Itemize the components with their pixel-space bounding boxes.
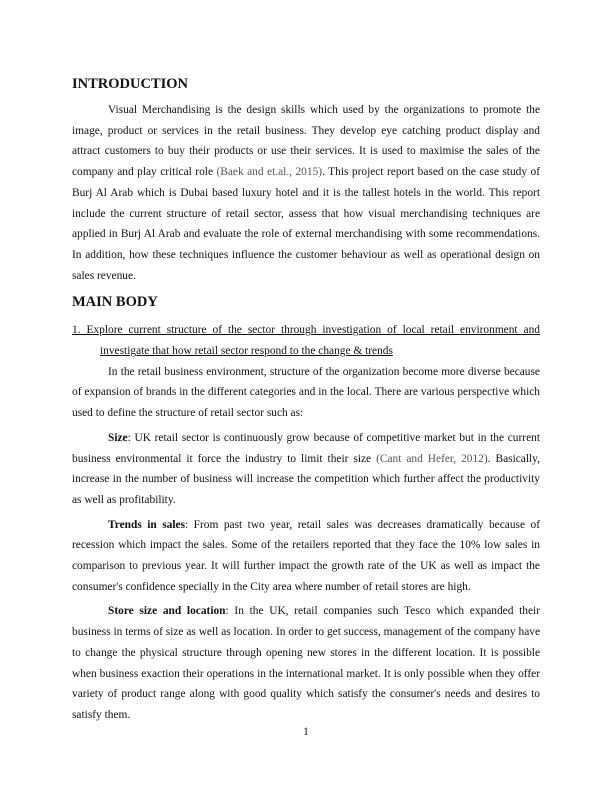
introduction-heading: INTRODUCTION [72,76,189,92]
introduction-paragraph [72,100,540,286]
trends-text: : From past two year, retail sales was decreases dramatically because of recession which impact the sales. Some of the retailers reported that they face the 10% low sales in comparison to previous year. It will further impact the growth rate of the UK as well as impact the consumer's confidence specially in the City area where number of retail stores are high. [72,518,540,593]
intro-text-part2: . This project report based on the case study of Burj Al Arab which is Dubai based luxury hotel and it is the tallest hotels in the world. This report include the current structure of retail sector, assess that how visual merchandising techniques are applied in Burj Al Arab and evaluate the role of external merchandising with some recommendations. In addition, how these techniques influence the customer behaviour as well as operational design on sales revenue. [72,166,540,282]
main-body-heading: MAIN BODY [72,294,158,311]
size-text-part1: : UK retail sector is continuously grow because of competitive market but in the current business environmental it force the industry to limit their size [72,431,540,465]
trends-label: Trends in sales [108,518,186,531]
trends-paragraph [72,515,540,598]
store-label: Store size and location [108,605,226,618]
size-paragraph [72,428,540,511]
size-label: Size [108,431,128,444]
size-text-part2: . Basically, increase in the number of business will increase the competition which further affect the productivity as well as profitability. [72,452,540,506]
page-number: 1 [303,726,309,738]
document-page [72,74,540,726]
intro-citation: (Baek and et.al., 2015) [216,166,323,179]
store-text: : In the UK, retail companies such Tesco which expanded their business in terms of size as well as location. In order to get success, management of the company have to change the physical structure through opening new stores in the different location. It is possible when business exaction their operations in the international market. It is only possible when they offer variety of product range along with good quality which satisfy the consumer's needs and desires to satisfy them. [72,605,540,721]
size-citation: (Cant and Hefer, 2012) [376,452,488,465]
structure-paragraph: In the retail business environment, structure of the organization become more diverse because of expansion of brands in the different categories and in the local. There are various perspective which used to define the structure of retail sector such as: [72,365,540,420]
intro-text-part1: Visual Merchandising is the design skills which used by the organizations to promote the image, product or services in the retail business. They develop eye catching product display and attract customers to buy their products or use their services. It is used to maximise the sales of the company and play critical role [72,104,540,179]
section-1-title: 1. Explore current structure of the sector through investigation of local retail environment and investigate that how retail sector respond to the change & trends [72,324,540,358]
store-paragraph [72,601,540,725]
